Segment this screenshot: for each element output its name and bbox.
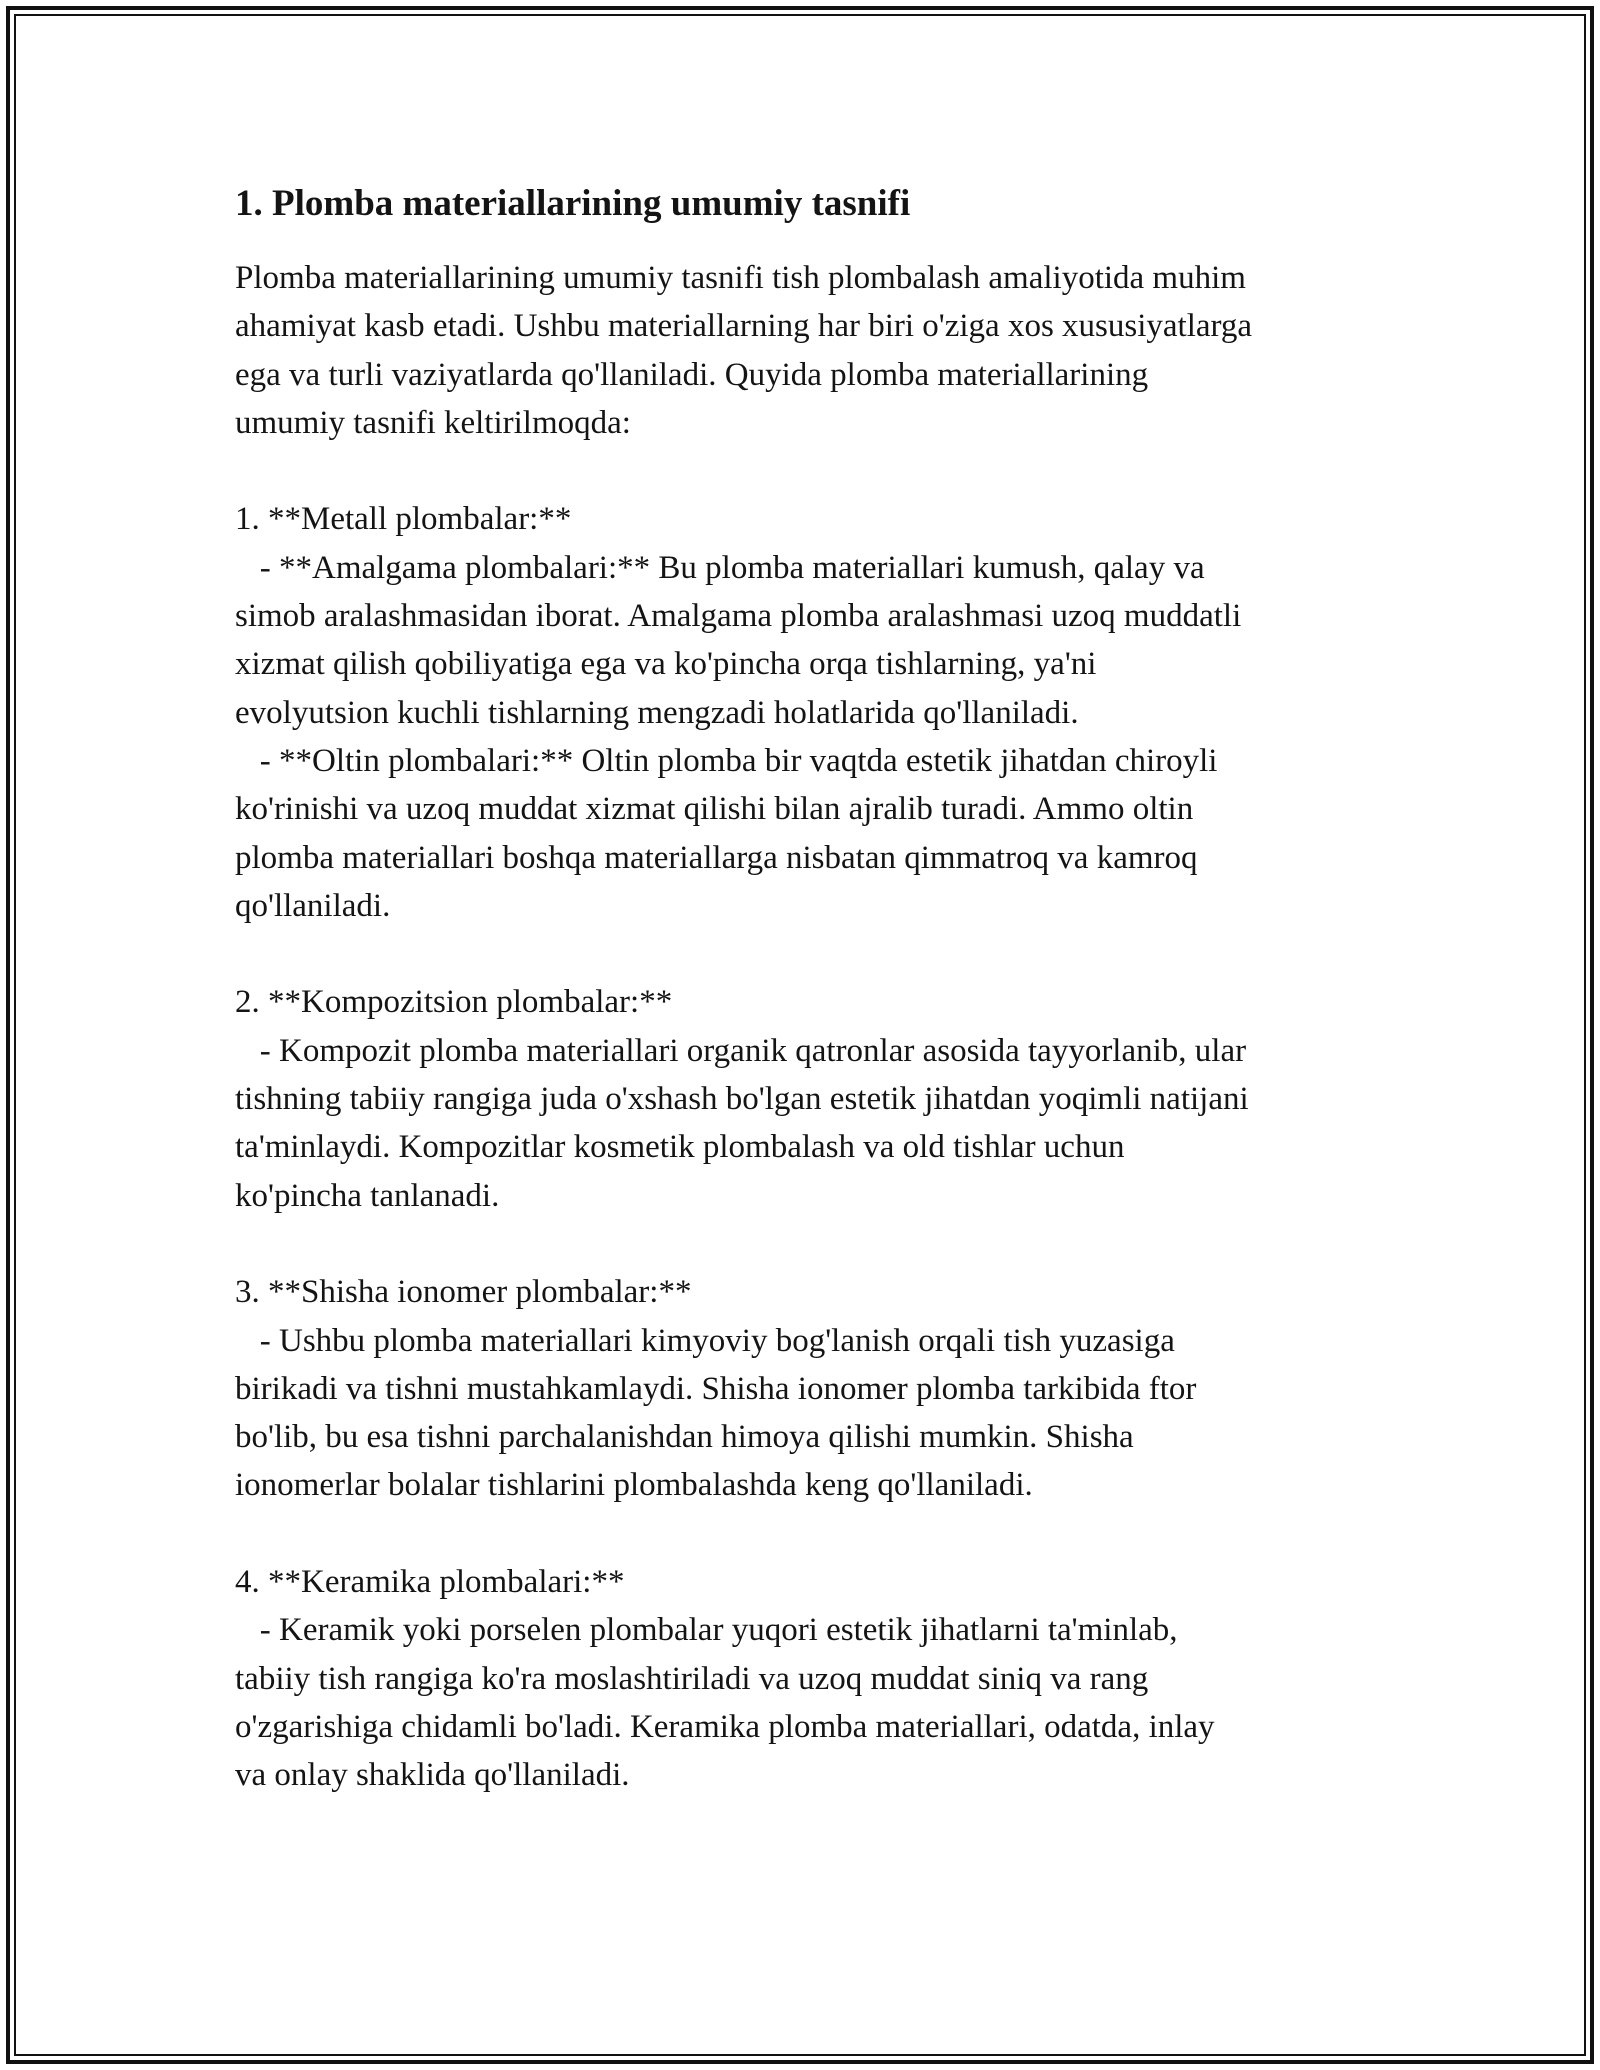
section-metall — [235, 495, 1375, 930]
section-heading: 1. Plomba materiallarining umumiy tasnifi — [235, 183, 911, 224]
text-line: 4. **Keramika plombalari:** — [235, 1564, 625, 1601]
section-keramika — [235, 1558, 1375, 1799]
text-line: tishning tabiiy rangiga juda o'xshash bo'lgan estetik jihatdan yoqimli natijani — [235, 1081, 1249, 1118]
text-line: ahamiyat kasb etadi. Ushbu materiallarning har biri o'ziga xos xususiyatlarga — [235, 308, 1253, 345]
text-line: Plomba materiallarining umumiy tasnifi tish plombalash amaliyotida muhim — [235, 260, 1246, 296]
text-line: va onlay shaklida qo'llaniladi. — [235, 1757, 630, 1794]
text-line: umumiy tasnifi keltirilmoqda: — [235, 404, 631, 441]
document-body — [235, 254, 1375, 1800]
text-line: - Kompozit plomba materiallari organik qatronlar asosida tayyorlanib, ular — [235, 1032, 1247, 1069]
text-line: plomba materiallari boshqa materiallarga nisbatan qimmatroq va kamroq — [235, 839, 1198, 876]
text-line: qo'llaniladi. — [235, 887, 391, 924]
text-line: evolyutsion kuchli tishlarning mengzadi holatlarida qo'llaniladi. — [235, 694, 1079, 731]
text-line: - Ushbu plomba materiallari kimyoviy bog'lanish orqali tish yuzasiga — [235, 1322, 1175, 1359]
blank-line — [235, 1220, 1375, 1268]
intro-paragraph — [235, 254, 1375, 447]
section-shisha-ionomer — [235, 1268, 1375, 1509]
text-line: 3. **Shisha ionomer plombalar:** — [235, 1274, 692, 1311]
document-content — [235, 180, 1375, 1800]
text-line: ionomerlar bolalar tishlarini plombalashda keng qo'llaniladi. — [235, 1467, 1033, 1504]
text-line: ta'minlaydi. Kompozitlar kosmetik plombalash va old tishlar uchun — [235, 1129, 1125, 1166]
text-line: simob aralashmasidan iborat. Amalgama plomba aralashmasi uzoq muddatli — [235, 598, 1242, 635]
section-kompozitsion — [235, 978, 1375, 1219]
text-line: ko'pincha tanlanadi. — [235, 1177, 500, 1214]
text-line: xizmat qilish qobiliyatiga ega va ko'pincha orqa tishlarning, ya'ni — [235, 646, 1097, 683]
text-line: tabiiy tish rangiga ko'ra moslashtiriladi va uzoq muddat siniq va rang — [235, 1660, 1149, 1697]
text-line: ega va turli vaziyatlarda qo'llaniladi. Quyida plomba materiallarining — [235, 356, 1149, 393]
text-line: birikadi va tishni mustahkamlaydi. Shisha ionomer plomba tarkibida ftor — [235, 1370, 1197, 1407]
text-line: - Keramik yoki porselen plombalar yuqori estetik jihatlarni ta'minlab, — [235, 1612, 1178, 1649]
text-line: o'zgarishiga chidamli bo'ladi. Keramika plomba materiallari, odatda, inlay — [235, 1708, 1215, 1745]
blank-line — [235, 1510, 1375, 1558]
blank-line — [235, 930, 1375, 978]
text-line: - **Amalgama plombalari:** Bu plomba materiallari kumush, qalay va — [235, 549, 1205, 586]
blank-line — [235, 447, 1375, 495]
text-line: 2. **Kompozitsion plombalar:** — [235, 984, 673, 1021]
text-line: bo'lib, bu esa tishni parchalanishdan himoya qilishi mumkin. Shisha — [235, 1419, 1134, 1456]
text-line: 1. **Metall plombalar:** — [235, 501, 572, 538]
text-line: - **Oltin plombalari:** Oltin plomba bir vaqtda estetik jihatdan chiroyli — [235, 742, 1218, 779]
text-line: ko'rinishi va uzoq muddat xizmat qilishi bilan ajralib turadi. Ammo oltin — [235, 791, 1194, 828]
